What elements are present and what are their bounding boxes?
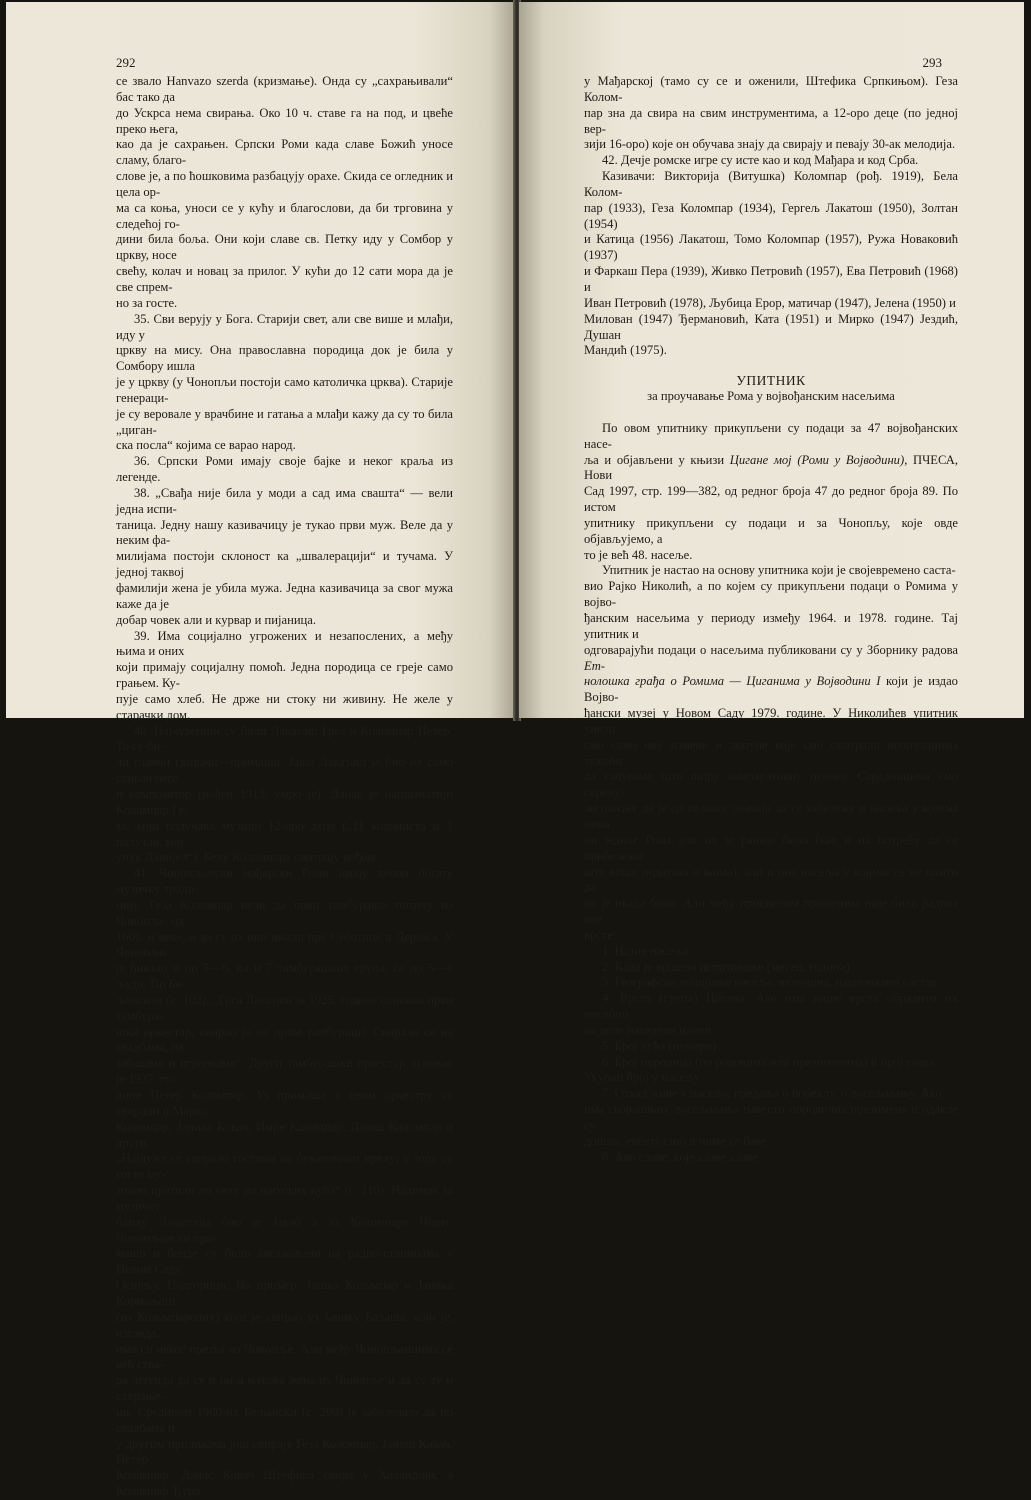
text-line: ни. Средином 1980-их Бељански (с. 209) је забележио да по свадбама и	[116, 1404, 453, 1435]
text-line	[584, 484, 958, 516]
questionnaire-body	[584, 421, 958, 944]
text-span: их је икада било. Али међу приспелим прилозима није било радова ове	[584, 896, 958, 927]
section-title: УПИТНИК	[736, 373, 806, 389]
text-line: добар човек али и курвар и пијаница.	[116, 612, 317, 627]
text-line: који примају социјалну помоћ. Једна породица се греје само грањем. Ку-	[116, 660, 453, 691]
text-line: Коломпар, Јаника Ковач, Имре Коломпар, Лајош Коломпар и други.	[116, 1119, 453, 1150]
text-line: цију. Геза Коломпар вели да први тамбураши потичу из Чонопље, од	[116, 897, 453, 928]
text-line: за, који подучава музици 12-оро деце („11 колониста и 1 полутан, мој	[116, 818, 453, 849]
text-line: но за госте.	[116, 295, 178, 310]
text-span: ли пажњу да је од великог значаја да се забележе и насеља у којима нема	[584, 801, 958, 831]
list-item: 5. Број кућа (нумери)	[602, 1038, 717, 1053]
page-number: 293	[922, 55, 942, 70]
text-span: ђански музеј у Новом Саду 1979. године. У Николићев упитник унели	[584, 706, 958, 736]
left-page-text	[116, 74, 453, 1500]
book-title-italic: Ет-	[584, 658, 605, 673]
questionnaire-list	[584, 944, 958, 1166]
text-span: да сачувамо што ширу компаративну основу. Сарадницима смо скрену-	[584, 769, 958, 800]
text-line: милијама постоји склоност ка „швалерацији“ и тучама. У једној таквој	[116, 549, 453, 580]
text-line: Мандић (1975).	[584, 343, 667, 358]
text-span: то је већ 48. насеље.	[584, 547, 693, 562]
text-span: врсте.	[584, 927, 617, 942]
list-item: 4. Врста (група) Цигана. Ако има више врста обрадити их посебно	[584, 991, 958, 1022]
text-line: 40. Најчувенији су били Лакатош Грга и Коломпар Петер. То су би-	[116, 723, 453, 754]
text-line	[584, 643, 958, 675]
right-page	[519, 2, 1024, 1164]
text-line: 41. Чонопљански мађарски Роми имају веома богату музичку тради-	[116, 866, 453, 897]
text-line: 39. Има социјално угрожених и незапослених, а међу њима и оних	[116, 628, 453, 659]
text-line: Казивачи: Викторија (Витушка) Коломпар (рођ. 1919), Бела Колом-	[584, 169, 958, 199]
page-number: 292	[116, 55, 136, 70]
spacer	[584, 405, 958, 421]
text-line: и композитор (рођен 1913, умро је). Данас је најпознатији Коломпар Ге-	[116, 786, 453, 817]
section-subtitle: за проучавање Рома у војвођанским насељима	[647, 389, 895, 404]
text-line: 36. Српски Роми имају своје бајке и неког краља из легенде.	[116, 454, 453, 485]
text-line: је у цркву (у Чонопљи постоји само католичка црква). Старије генераци-	[116, 375, 453, 405]
text-line: ска посла“ којима се варао народ.	[116, 438, 296, 453]
list-item: Укупан број у насељу	[584, 1070, 701, 1085]
text-line	[584, 833, 958, 865]
text-line: љанском (с. 102), „Грга Лакатош је 1925. године основао први тамбура-	[116, 992, 453, 1023]
text-line: „Најдуже се свирало гостима на буњевачком прелу; у зору су госте му-	[116, 1151, 453, 1182]
text-line	[584, 896, 958, 928]
text-line: зиком пратили по селу до њихових кућа“ (с. 110). Надимак за музичку	[116, 1183, 453, 1213]
text-span: ђанским насељима у периоду између 1964. и 1978. године. Тај упитник и	[584, 611, 958, 641]
text-line: (из Коломпарових) који је свирао уз Јанику Балаша, који је, изгледа,	[116, 1309, 453, 1340]
text-span: ља и објављени у књизи	[584, 452, 730, 467]
text-span: одговарајући подаци о насељима публиковани су у Зборнику радова	[584, 642, 958, 657]
text-line: дине Петер Коломпар. Уз примаша у овом оркестру су свирали и Марко	[116, 1088, 453, 1118]
text-line	[584, 453, 958, 485]
list-item: 1. Назив насеља	[602, 943, 689, 958]
text-line: фамилији жена је убила мужа. Једна казивачица за свог мужа каже да је	[116, 581, 453, 611]
text-span: што више података о њима), али и она насеља у којима се не памти да	[584, 864, 958, 895]
text-line: шки оркестар, свирао је на прим тамбурици. Свирало се на свадбама, на	[116, 1024, 453, 1055]
text-line: ли главни свирачи—примаши. Јаша Лакатош је био не само свирач него	[116, 755, 453, 786]
book-title-italic: нолошка грађа о Ромима — Циганима у Војводини I	[584, 674, 881, 689]
right-intro	[584, 74, 958, 359]
text-line	[584, 516, 958, 548]
text-line: као да је сахрањен. Српски Роми када славе Божић уносе сламу, благо-	[116, 137, 453, 168]
text-span: упитнику прикупљени су подаци и за Чонопљу, које овде објављујемо, а	[584, 515, 958, 546]
text-line: забавама и игранкама“. Други тамбурашки оркестар основао је 1937. го-	[116, 1056, 453, 1087]
text-line	[584, 421, 958, 453]
text-line: пар зна да свира на свим инструментима, а 12-оро деце (по једној вер-	[584, 105, 958, 136]
left-page	[6, 2, 515, 1499]
text-line: Иван Петровић (1978), Љубица Ерор, матичар (1947), Јелена (1950) и	[584, 295, 956, 310]
text-line	[584, 738, 958, 770]
text-line: цркву на мису. Она православна породица док је била у Сомбору ишла	[116, 343, 453, 374]
questionnaire-heading	[584, 373, 958, 405]
text-line: је су веровале у врачбине и гатања а млађи кажу да су то била „циган-	[116, 406, 453, 437]
text-line	[584, 865, 958, 897]
text-line: је бивало и по 5—6, па и 7 тамбурашких група, са по 5—6 људи. По Бе-	[116, 961, 453, 992]
list-item: дошли, евентуално и чиме се баве	[584, 1133, 767, 1148]
text-line	[584, 928, 958, 944]
text-line: банду Лакатоша био је Јакаб а за Коломпаре Чивег. Чонопљански при-	[116, 1214, 453, 1245]
text-span: Упитник је настао на основу упитника који је својевремено саста-	[602, 563, 956, 578]
text-span: , ПЧЕСА, Нови	[584, 452, 958, 483]
text-line: 38. „Свађа није била у моди а сад има свашта“ — вели једна испи-	[116, 485, 453, 516]
text-line: таница. Једну нашу казивачицу је тукао први муж. Веле да у неким фа-	[116, 517, 453, 548]
text-line	[584, 706, 958, 738]
text-line: слове је, а по ћошковима разбацују орахе. Скида се огледник и цела ор-	[116, 169, 453, 199]
text-line: дини била боља. Они који славе св. Петку иду у Сомбор у цркву, носе	[116, 232, 453, 263]
text-line: унук Данијел“). Белу Коломпара сматрају вођом.	[116, 850, 379, 865]
text-line: се звало Hanvazo szerda (кризмање). Онда су „сахрањивали“ бас тако да	[116, 74, 453, 104]
list-item: 7. Откад живе у насељу, предања о пореклу, о досељавању. Ако	[602, 1086, 942, 1101]
text-line	[584, 579, 958, 611]
text-line: Коломпар. Данас Ковач Штефика свира у Холандији, а Коломпар Ђуро	[116, 1468, 453, 1499]
book-title-italic: Цигане мој (Роми у Војводини)	[729, 452, 905, 467]
list-item: има скорашњих досељавања навести породична презимена и одакле су	[584, 1102, 958, 1132]
text-line	[584, 548, 958, 564]
right-page-text	[584, 74, 958, 1166]
text-line: и Фаркаш Пера (1939), Живко Петровић (1957), Ева Петровић (1968) и	[584, 264, 958, 294]
text-line: у другим приликама још свирају Геза Коломпар, Јанош Ковач, Петер	[116, 1436, 453, 1467]
text-span: Сад 1997, стр. 199—382, од редног броја 47 до редног броја 89. По истом	[584, 484, 958, 515]
list-item: 3. Географско лоцирање насеља, величина, национални састав	[602, 975, 937, 990]
list-item: 6. Број породица (по родовима или презименима) и број глава.	[602, 1054, 938, 1069]
text-line: свећу, колач и новац за прилог. У кући до 12 сати мора да је све спрем-	[116, 264, 453, 294]
text-span: ни једног Рома али их је раније било (као и на потребу да се прибележи	[584, 832, 958, 863]
text-line	[584, 563, 958, 579]
text-line: 35. Сви верују у Бога. Старији свет, али све више и млађи, иду у	[116, 311, 453, 342]
text-line: 1600. и неке, и да су их они имали пре Суботице и Дероња. У Чонопљи	[116, 929, 453, 960]
text-span: По овом упитнику прикупљени су подаци за 47 војвођанских насе-	[584, 420, 958, 451]
text-line: 42. Дечје ромске игре су исте као и код Мађара и код Срба.	[602, 153, 919, 168]
text-line: до Ускрса нема свирања. Око 10 ч. ставе га на под, и цвеће преко њега,	[116, 105, 453, 136]
text-line	[584, 611, 958, 643]
list-item: 8. Ако славе, које славе славе	[602, 1149, 759, 1164]
text-line: Милован (1947) Ђермановић, Ката (1951) и Мирко (1947) Јездић, Душан	[584, 311, 958, 342]
text-line: ра легенда да су и он и његова жена из Чонопље и да су ту и сахрање-	[116, 1373, 453, 1404]
text-line	[584, 674, 958, 706]
text-line: у Мађарској (тамо су се и оженили, Штефика Српкињом). Геза Колом-	[584, 74, 958, 104]
list-item: на доле наведени начин	[584, 1022, 711, 1037]
text-line: пује само хлеб. Не држе ни стоку ни живину. Не желе у старачки дом.	[116, 691, 453, 722]
text-line: зији 16-оро) које он обучава знају да свирају и певају 30-ак мелодија.	[584, 137, 956, 152]
text-line: пар (1933), Геза Коломпар (1934), Гергељ Лакатош (1950), Золтан (1954)	[584, 200, 958, 231]
text-line: ма са коња, уноси се у кућу и благослови, да би трговина у следећој го-	[116, 200, 453, 231]
text-line: маши и банде су били ангажовани на радио-станицама у Новом Саду,	[116, 1246, 453, 1277]
text-line: имао и неког претка из Чонопље. Али међу Чонопљанцима се већ ства-	[116, 1341, 453, 1372]
text-span: који је издао Војво-	[584, 674, 958, 705]
list-item: 2. Када је вршено испитивање (месец, година)	[602, 959, 850, 974]
text-line	[584, 769, 958, 801]
text-line	[584, 801, 958, 833]
text-line: и Катица (1956) Лакатош, Томо Коломпар (1957), Ружа Новаковић (1937)	[584, 232, 958, 263]
text-line: Осијеку, Подгорици. На пример, Јошка Коломпар и Јаника Кормањош	[116, 1278, 453, 1308]
text-span: вио Рајко Николић, а по којем су прикупљени подаци о Ромима у војво-	[584, 579, 958, 610]
text-span: смо само оне измене и допуне које смо сматрали неопходнима тежећи	[584, 737, 958, 768]
